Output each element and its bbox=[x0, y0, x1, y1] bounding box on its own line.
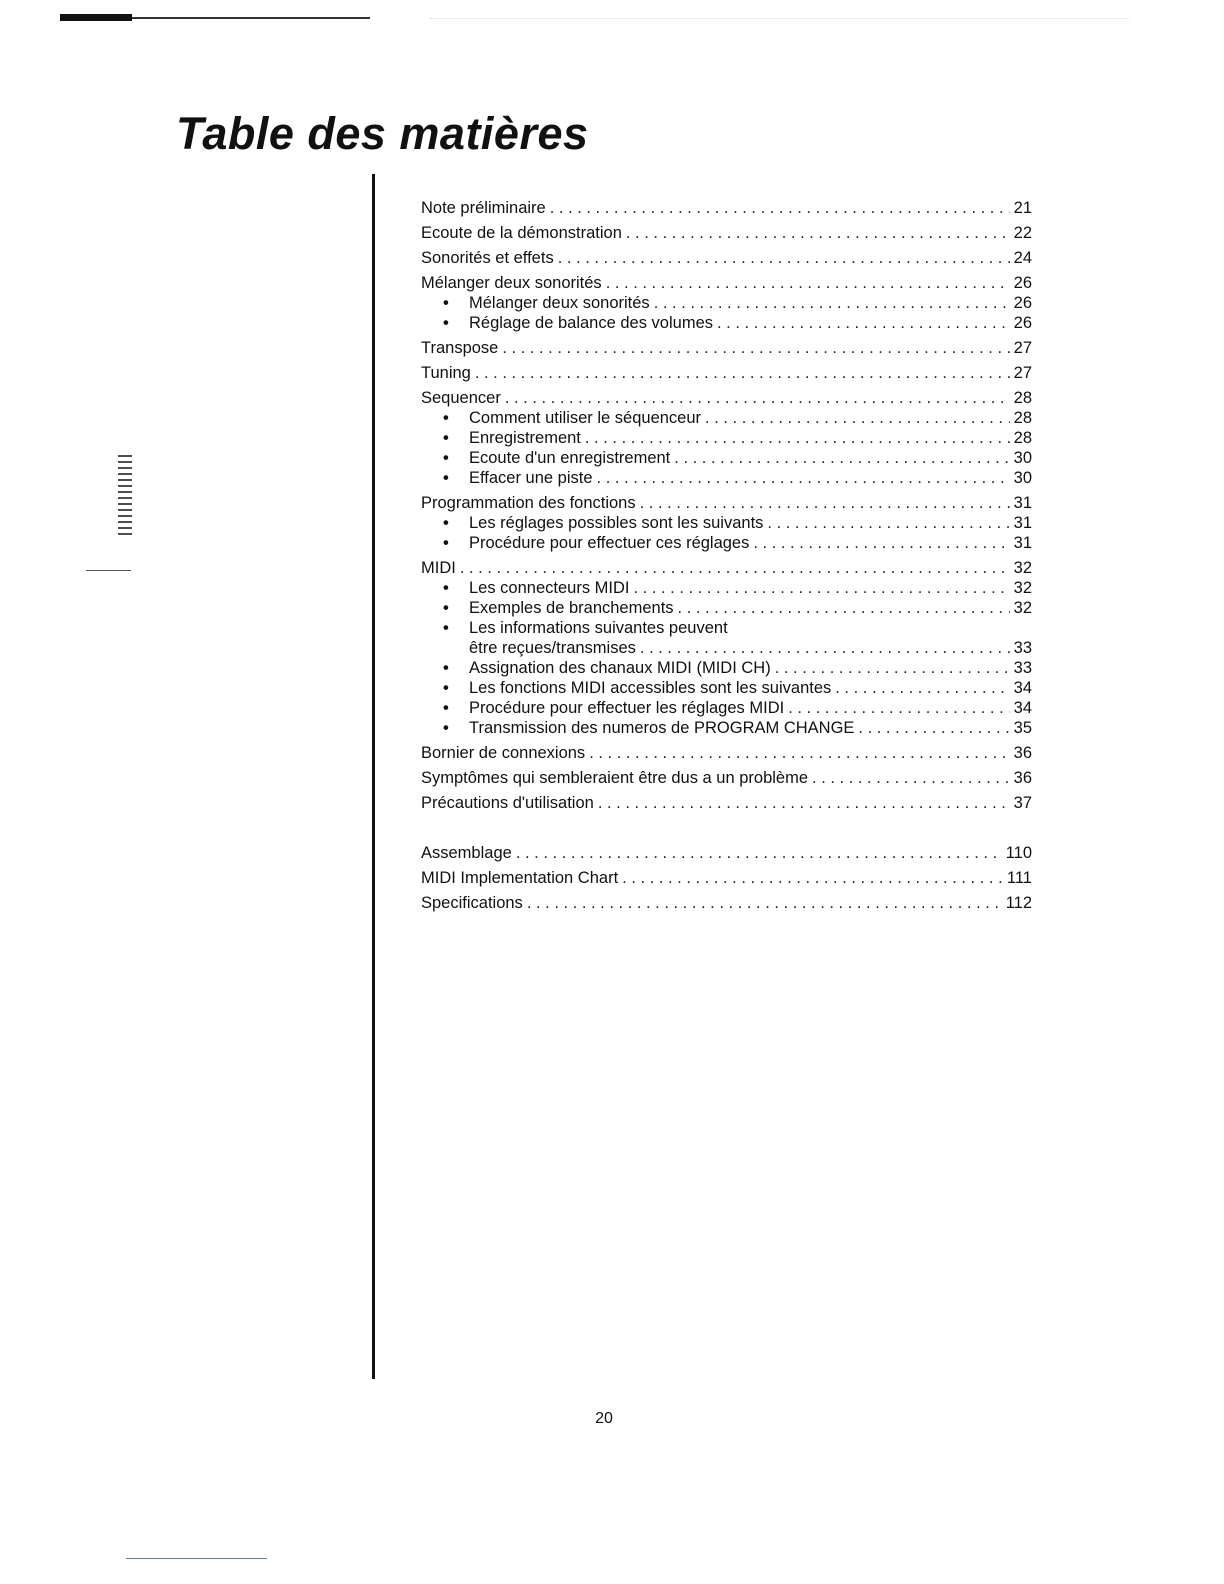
toc-entry-label: Précautions d'utilisation bbox=[421, 794, 594, 812]
bullet-icon: • bbox=[443, 534, 449, 552]
bullet-icon: • bbox=[443, 679, 449, 697]
toc-entry-page: 32 bbox=[1013, 559, 1032, 577]
dot-leader bbox=[460, 558, 1010, 578]
dot-leader bbox=[550, 198, 1010, 218]
toc-entry-label: Exemples de branchements bbox=[469, 599, 674, 617]
toc-entry-page: 33 bbox=[1013, 639, 1032, 657]
dot-leader bbox=[767, 513, 1009, 533]
toc-entry-page: 28 bbox=[1013, 429, 1032, 447]
dot-leader bbox=[505, 388, 1010, 408]
toc-entry-label: Effacer une piste bbox=[469, 469, 593, 487]
dot-leader bbox=[622, 868, 1003, 888]
toc-entry bbox=[421, 743, 1032, 763]
dot-leader bbox=[678, 598, 1010, 618]
toc-entry-page: 36 bbox=[1013, 769, 1032, 787]
toc-entry bbox=[421, 248, 1032, 268]
toc-entry-page: 111 bbox=[1006, 869, 1032, 887]
bottom-rule bbox=[126, 1558, 267, 1559]
dot-leader bbox=[753, 533, 1009, 553]
toc-entry bbox=[421, 698, 1032, 718]
dot-leader bbox=[674, 448, 1009, 468]
toc-entry-label: Sequencer bbox=[421, 389, 501, 407]
dot-leader bbox=[640, 638, 1010, 658]
bullet-icon: • bbox=[443, 699, 449, 717]
toc-entry-label: Symptômes qui sembleraient être dus a un problème bbox=[421, 769, 809, 787]
toc-entry-label: Procédure pour effectuer les réglages MIDI bbox=[469, 699, 785, 717]
toc-entry-label: Sonorités et effets bbox=[421, 249, 554, 267]
toc-entry-label: Bornier de connexions bbox=[421, 744, 586, 762]
toc-entry bbox=[421, 598, 1032, 618]
toc-entry bbox=[421, 363, 1032, 383]
toc-entry bbox=[421, 338, 1032, 358]
toc-entry-page: 26 bbox=[1013, 294, 1032, 312]
toc-entry-label: Tuning bbox=[421, 364, 471, 382]
toc-entry bbox=[421, 408, 1032, 428]
toc-entry bbox=[421, 533, 1032, 553]
toc-entry bbox=[421, 428, 1032, 448]
toc-entry bbox=[421, 578, 1032, 598]
toc-entry bbox=[421, 223, 1032, 243]
toc-entry bbox=[421, 558, 1032, 578]
toc-entry-page: 31 bbox=[1013, 534, 1032, 552]
toc-entry-page: 33 bbox=[1013, 659, 1032, 677]
dot-leader bbox=[775, 658, 1010, 678]
toc-entry-page: 21 bbox=[1013, 199, 1032, 217]
toc-entry bbox=[421, 293, 1032, 313]
bullet-icon: • bbox=[443, 514, 449, 532]
bullet-icon: • bbox=[443, 314, 449, 332]
toc-entry-page: 27 bbox=[1013, 339, 1032, 357]
bullet-icon: • bbox=[443, 659, 449, 677]
toc-entry-page: 26 bbox=[1013, 274, 1032, 292]
bullet-icon: • bbox=[443, 409, 449, 427]
dot-leader bbox=[606, 273, 1010, 293]
toc-entry bbox=[421, 513, 1032, 533]
toc-entry-page: 22 bbox=[1013, 224, 1032, 242]
toc-entry-page: 32 bbox=[1013, 599, 1032, 617]
bullet-icon: • bbox=[443, 599, 449, 617]
toc-entry bbox=[421, 768, 1032, 788]
toc-entry-label: Comment utiliser le séquenceur bbox=[469, 409, 702, 427]
scan-artifact-thick bbox=[60, 14, 132, 21]
toc-entry bbox=[421, 493, 1032, 513]
bullet-icon: • bbox=[443, 719, 449, 737]
dot-leader bbox=[640, 493, 1010, 513]
bullet-icon: • bbox=[443, 579, 449, 597]
toc-entry bbox=[421, 843, 1032, 863]
toc-entry bbox=[421, 313, 1032, 333]
scan-artifact-bar bbox=[60, 12, 370, 24]
toc-entry-label: Réglage de balance des volumes bbox=[469, 314, 713, 332]
toc-entry-label: MIDI Implementation Chart bbox=[421, 869, 619, 887]
toc-entry-page: 31 bbox=[1013, 494, 1032, 512]
toc-entry-page: 28 bbox=[1013, 389, 1032, 407]
dot-leader bbox=[475, 363, 1010, 383]
dot-leader bbox=[558, 248, 1010, 268]
dot-leader bbox=[705, 408, 1010, 428]
toc-entry bbox=[421, 658, 1032, 678]
toc-entry bbox=[421, 893, 1032, 913]
toc-entry-page: 32 bbox=[1013, 579, 1032, 597]
scan-artifact-thin bbox=[132, 17, 370, 19]
toc-entry-label: Ecoute d'un enregistrement bbox=[469, 449, 671, 467]
scan-artifact-dots bbox=[430, 18, 1130, 23]
toc-entry-label: Les réglages possibles sont les suivants bbox=[469, 514, 764, 532]
toc-entry-page: 37 bbox=[1013, 794, 1032, 812]
toc-entry-page: 30 bbox=[1013, 469, 1032, 487]
dot-leader bbox=[812, 768, 1010, 788]
dot-leader bbox=[527, 893, 1002, 913]
toc-entry-label: Enregistrement bbox=[469, 429, 581, 447]
toc-entry-label: Note préliminaire bbox=[421, 199, 546, 217]
toc-entry-label: MIDI bbox=[421, 559, 456, 577]
toc-entry-label: Mélanger deux sonorités bbox=[421, 274, 602, 292]
dot-leader bbox=[589, 743, 1009, 763]
toc-entry-label: Specifications bbox=[421, 894, 523, 912]
dot-leader bbox=[717, 313, 1010, 333]
bullet-icon: • bbox=[443, 449, 449, 467]
toc-entry bbox=[421, 868, 1032, 888]
toc-entry-label: Programmation des fonctions bbox=[421, 494, 636, 512]
toc-entry bbox=[421, 468, 1032, 488]
toc-entry-page: 110 bbox=[1005, 844, 1032, 862]
scan-artifact-side-dash bbox=[86, 570, 131, 571]
toc-entry-label: Transmission des numeros de PROGRAM CHANGE bbox=[469, 719, 855, 737]
toc-entry-label: Ecoute de la démonstration bbox=[421, 224, 622, 242]
toc-entry-page: 24 bbox=[1013, 249, 1032, 267]
dot-leader bbox=[597, 468, 1010, 488]
toc-entry bbox=[421, 388, 1032, 408]
toc-entry-page: 34 bbox=[1013, 679, 1032, 697]
toc-entry bbox=[421, 618, 1032, 638]
toc-entry-page: 34 bbox=[1013, 699, 1032, 717]
bullet-icon: • bbox=[443, 619, 449, 637]
toc-entry-label: Assignation des chanaux MIDI (MIDI CH) bbox=[469, 659, 771, 677]
page-title: Table des matières bbox=[176, 108, 589, 159]
toc-entry bbox=[421, 718, 1032, 738]
toc-entry-page: 28 bbox=[1013, 409, 1032, 427]
toc-entry bbox=[421, 678, 1032, 698]
dot-leader bbox=[585, 428, 1010, 448]
dot-leader bbox=[598, 793, 1010, 813]
toc-entry-page: 36 bbox=[1013, 744, 1032, 762]
vertical-rule bbox=[372, 174, 375, 1379]
toc-entry-label: Procédure pour effectuer ces réglages bbox=[469, 534, 750, 552]
dot-leader bbox=[626, 223, 1010, 243]
page-number: 20 bbox=[595, 1410, 613, 1427]
toc-entry-label: être reçues/transmises bbox=[469, 639, 636, 657]
dot-leader bbox=[516, 843, 1002, 863]
dot-leader bbox=[502, 338, 1009, 358]
toc-entry bbox=[421, 793, 1032, 813]
bullet-icon: • bbox=[443, 429, 449, 447]
toc-entry-page: 112 bbox=[1005, 894, 1032, 912]
toc-entry-page: 31 bbox=[1013, 514, 1032, 532]
bullet-icon: • bbox=[443, 469, 449, 487]
dot-leader bbox=[634, 578, 1010, 598]
dot-leader bbox=[788, 698, 1009, 718]
toc-entry-label: Mélanger deux sonorités bbox=[469, 294, 650, 312]
table-of-contents bbox=[421, 198, 1032, 913]
toc-entry bbox=[421, 638, 1032, 658]
dot-leader bbox=[654, 293, 1010, 313]
toc-entry-label: Les informations suivantes peuvent bbox=[469, 619, 728, 637]
toc-entry-label: Assemblage bbox=[421, 844, 512, 862]
toc-entry-label: Les connecteurs MIDI bbox=[469, 579, 630, 597]
toc-entry-page: 30 bbox=[1013, 449, 1032, 467]
toc-entry-page: 35 bbox=[1013, 719, 1032, 737]
dot-leader bbox=[835, 678, 1009, 698]
toc-entry-page: 27 bbox=[1013, 364, 1032, 382]
bullet-icon: • bbox=[443, 294, 449, 312]
dot-leader bbox=[858, 718, 1009, 738]
scan-artifact-side-marks bbox=[118, 455, 132, 535]
toc-entry-page: 26 bbox=[1013, 314, 1032, 332]
toc-entry bbox=[421, 198, 1032, 218]
toc-entry bbox=[421, 273, 1032, 293]
toc-entry bbox=[421, 448, 1032, 468]
toc-entry-label: Transpose bbox=[421, 339, 499, 357]
toc-entry-label: Les fonctions MIDI accessibles sont les suivantes bbox=[469, 679, 832, 697]
